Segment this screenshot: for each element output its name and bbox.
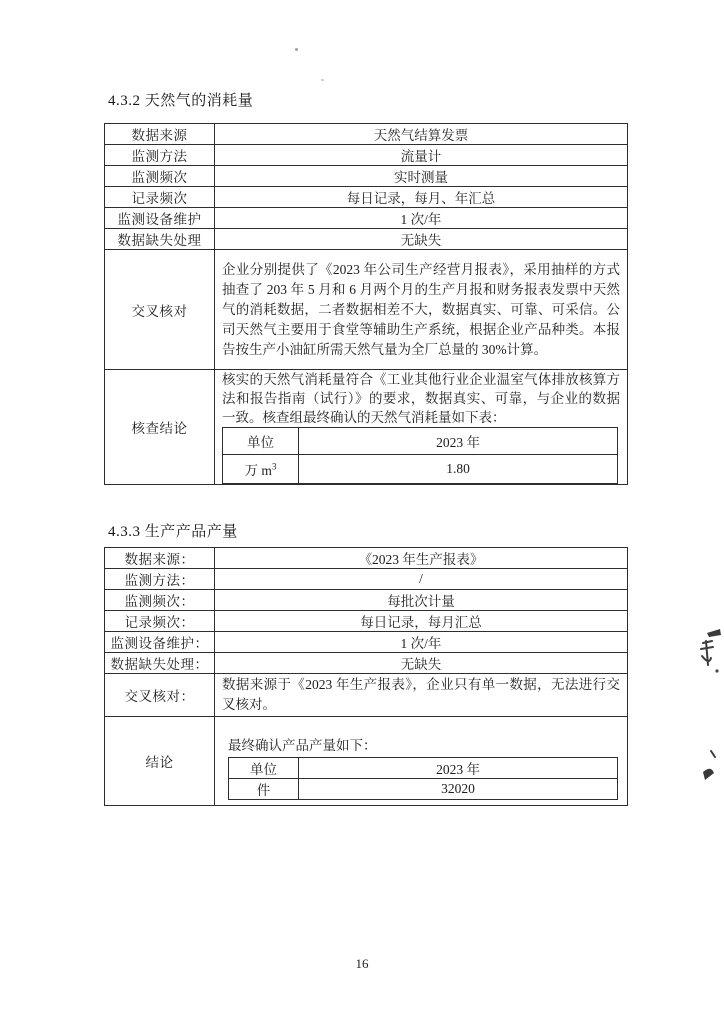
page-number: 16 [355, 956, 369, 971]
table-row [105, 208, 628, 229]
cross-check-row [105, 674, 628, 717]
row-label: 监测频次 [105, 166, 215, 187]
row-value: 1 次/年 [215, 632, 628, 653]
row-value: 《2023 年生产报表》 [215, 548, 628, 569]
table-row [105, 145, 628, 166]
row-label: 数据来源 [105, 124, 215, 145]
row-value: 无缺失 [215, 229, 628, 250]
product-result-table [228, 757, 618, 800]
row-label: 监测方法： [105, 569, 215, 590]
row-label: 记录频次： [105, 611, 215, 632]
verification-conclusion-cell [215, 370, 628, 485]
table-row [105, 632, 628, 653]
table-row [229, 779, 618, 800]
row-value: 无缺失 [215, 653, 628, 674]
gas-value-cell: 1.80 [299, 455, 618, 484]
product-output-table [104, 547, 628, 806]
ink-mark-artifact [698, 746, 722, 784]
row-label: 交叉核对： [105, 674, 215, 717]
row-label: 记录频次 [105, 187, 215, 208]
table-row [229, 758, 618, 779]
unit-cell [223, 455, 299, 484]
unit-header: 单位 [229, 758, 299, 779]
year-header: 2023 年 [299, 428, 618, 455]
year-header: 2023 年 [299, 758, 618, 779]
unit-cell: 件 [229, 779, 299, 800]
row-value: 实时测量 [215, 166, 628, 187]
section-4-3-3-title: 4.3.3 生产产品产量 [108, 524, 238, 540]
row-label: 数据缺失处理： [105, 653, 215, 674]
table-row [105, 229, 628, 250]
table-row [105, 548, 628, 569]
table-row [105, 653, 628, 674]
scan-speck [321, 79, 324, 81]
scan-speck [295, 48, 298, 51]
verification-conclusion-row [105, 370, 628, 485]
natural-gas-consumption-table [104, 123, 628, 485]
table-row [105, 569, 628, 590]
row-label: 结论 [105, 717, 215, 806]
row-label: 核查结论 [105, 370, 215, 485]
row-value: 每日记录，每月汇总 [215, 611, 628, 632]
unit-superscript: 3 [271, 461, 277, 472]
conclusion-intro: 最终确认产品产量如下： [228, 738, 377, 753]
cross-check-row [105, 250, 628, 370]
gas-result-table [222, 427, 618, 484]
row-value: 每批次计量 [215, 590, 628, 611]
section-4-3-2-title: 4.3.2 天然气的消耗量 [108, 93, 254, 109]
row-label: 监测设备维护 [105, 208, 215, 229]
table-row [105, 590, 628, 611]
cross-check-text: 企业分别提供了《2023 年公司生产经营月报表》，采用抽样的方式抽查了 203 年 5 月和 6 月两个月的生产月报和财务报表发票中天然气的消耗数据，二者数据相差不大，数据真实、可靠、可采信。公司天然气主要用于食堂等辅助生产系统，根据企业产品种类。本报告按生产小油缸所需天然气量为全厂总量的 30%计算。 [215, 250, 628, 370]
conclusion-row [105, 717, 628, 806]
row-label: 监测设备维护： [105, 632, 215, 653]
row-value: 每日记录，每月、年汇总 [215, 187, 628, 208]
row-value: 1 次/年 [215, 208, 628, 229]
output-value-cell: 32020 [299, 779, 618, 800]
row-value: 流量计 [215, 145, 628, 166]
conclusion-cell [215, 717, 628, 806]
ink-smudge-artifact [692, 626, 724, 684]
table-row [105, 611, 628, 632]
unit-text: 万 m [244, 463, 272, 478]
table-row [105, 187, 628, 208]
row-label: 交叉核对 [105, 250, 215, 370]
row-label: 监测频次： [105, 590, 215, 611]
table-row [223, 455, 618, 484]
row-label: 数据缺失处理 [105, 229, 215, 250]
conclusion-text: 核实的天然气消耗量符合《工业其他行业企业温室气体排放核算方法和报告指南（试行）》的要求，数据真实、可靠，与企业的数据一致。核查组最终确认的天然气消耗量如下表： [222, 372, 620, 425]
table-row [223, 428, 618, 455]
row-label: 数据来源： [105, 548, 215, 569]
cross-check-text: 数据来源于《2023 年生产报表》，企业只有单一数据，无法进行交叉核对。 [215, 674, 628, 717]
table-row [105, 124, 628, 145]
row-label: 监测方法 [105, 145, 215, 166]
row-value: / [215, 569, 628, 590]
table-row [105, 166, 628, 187]
unit-header: 单位 [223, 428, 299, 455]
row-value: 天然气结算发票 [215, 124, 628, 145]
